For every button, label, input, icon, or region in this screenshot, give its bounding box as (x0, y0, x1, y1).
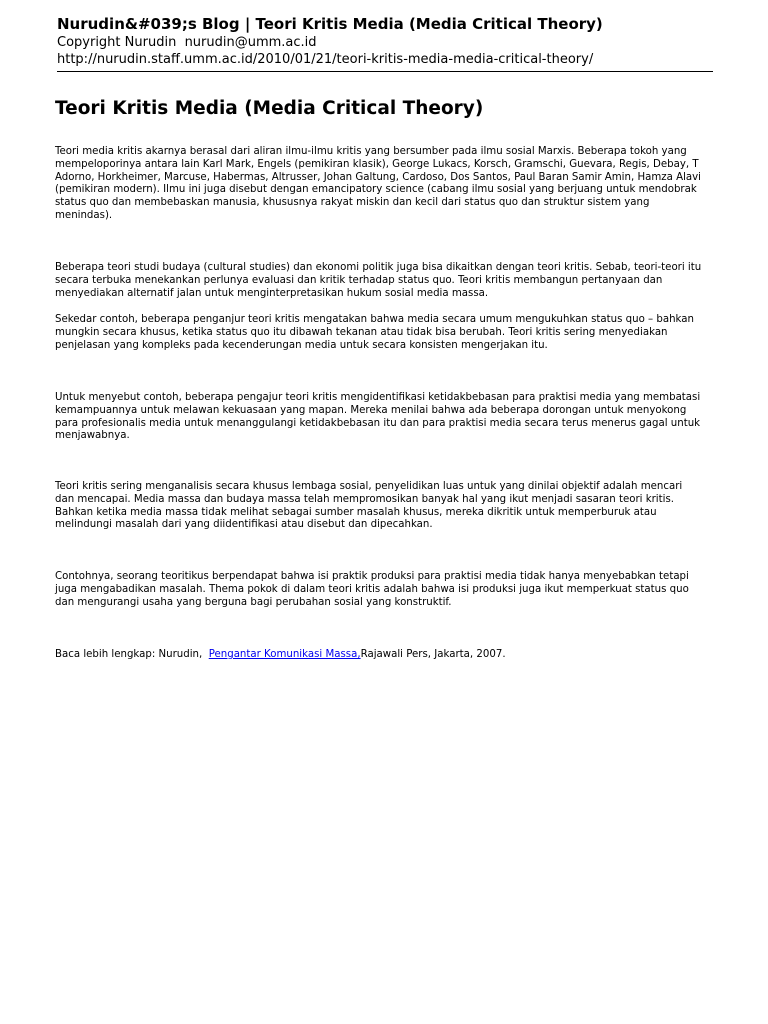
reference-suffix: Rajawali Pers, Jakarta, 2007. (360, 649, 506, 660)
document-header (57, 15, 713, 68)
reference-prefix: Baca lebih lengkap: Nurudin, (55, 649, 209, 660)
paragraph-5: Teori kritis sering menganalisis secara khusus lembaga sosial, penyelidikan luas untuk yang dinilai objektif adalah mencari dan mencapai. Media massa dan budaya massa telah mempromosikan banyak hal yang ikut menjadi sasaran teori kritis. Bahkan ketika media massa tidak melihat sebagai sumber masalah khusus, mereka dikritik untuk memperburuk atau melindungi masalah dari yang diidentifikasi atau disebut dan dipecahkan. (55, 481, 683, 531)
paragraph-4: Untuk menyebut contoh, beberapa pengajur teori kritis mengidentifikasi ketidakbebasan para praktisi media yang membatasi kemampuannya untuk melawan kekuasaan yang mapan. Mereka menilai bahwa ada beberapa dorongan untuk menyokong para profesionalis media untuk menanggulangi ketidakbebasan itu dan para praktisi media secara terus menerus gagal untuk menjawabnya. (55, 392, 701, 442)
article-title: Teori Kritis Media (Media Critical Theory) (55, 98, 484, 119)
paragraph-2: Beberapa teori studi budaya (cultural studies) dan ekonomi politik juga bisa dikaitkan dengan teori kritis. Sebab, teori-teori itu secara terbuka menekankan perlunya evaluasi dan kritik terhadap status quo. Teori kritis membangun pertanyaan dan menyediakan alternatif jalan untuk menginterpretasikan hukum sosial media massa. (55, 262, 702, 299)
article-body (55, 97, 715, 660)
source-url: http://nurudin.staff.umm.ac.id/2010/01/21/teori-kritis-media-media-critical-theory/ (57, 52, 594, 67)
paragraph-6: Contohnya, seorang teoritikus berpendapat bahwa isi praktik produksi para praktisi media tidak hanya menyebabkan tetapi juga mengabadikan masalah. Thema pokok di dalam teori kritis adalah bahwa isi produksi juga ikut memperkuat status quo dan mengurangi usaha yang berguna bagi perubahan sosial yang konstruktif. (55, 571, 689, 608)
site-title: Nurudin&#039;s Blog | Teori Kritis Media (Media Critical Theory) (57, 15, 603, 33)
copyright-line: Copyright Nurudin nurudin@umm.ac.id (57, 35, 317, 50)
book-link[interactable]: Pengantar Komunikasi Massa, (208, 649, 361, 660)
reference-line (55, 649, 715, 662)
paragraph-1: Teori media kritis akarnya berasal dari aliran ilmu-ilmu kritis yang bersumber pada ilmu sosial Marxis. Beberapa tokoh yang mempeloporinya antara lain Karl Mark, Engels (pemikiran klasik), George Lukacs, Korsch, Gramschi, Guevara, Regis, Debay, T Adorno, Horkheimer, Marcuse, Habermas, Altrusser, Johan Galtung, Cardoso, Dos Santos, Paul Baran Samir Amin, Hamza Alavi (pemikiran modern). Ilmu ini juga disebut dengan emancipatory science (cabang ilmu sosial yang berjuang untuk mendobrak status quo dan membebaskan manusia, khususnya rakyat miskin dan kecil dari status quo dan struktur sistem yang menindas). (55, 146, 701, 221)
paragraph-3: Sekedar contoh, beberapa penganjur teori kritis mengatakan bahwa media secara umum mengukuhkan status quo – bahkan mungkin secara khusus, ketika status quo itu dibawah tekanan atau tidak bisa berubah. Teori kritis sering menyediakan penjelasan yang kompleks pada kecenderungan media untuk secara konsisten mengerjakan itu. (55, 314, 694, 351)
header-divider (57, 71, 713, 72)
